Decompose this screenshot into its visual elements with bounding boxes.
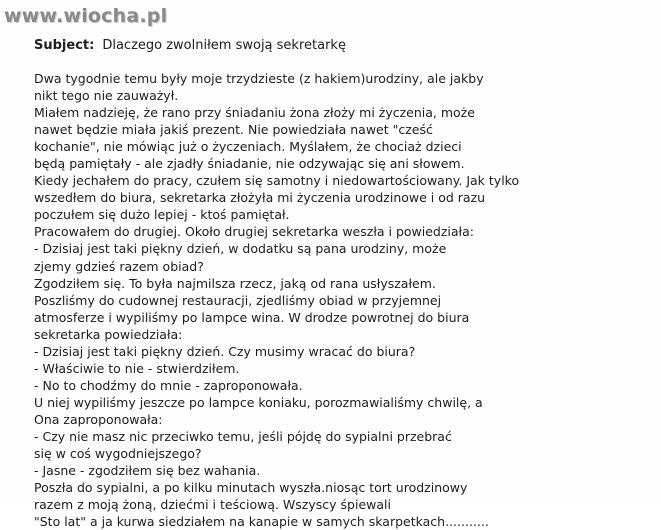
letter-line: nikt tego nie zauważył.: [34, 88, 179, 104]
letter-line: Ona zaproponowała:: [34, 411, 163, 427]
letter-line: atmosferze i wypiliśmy po lampce wina. W drodze powrotnej do biura: [34, 309, 470, 325]
letter-line: Zgodziłem się. To była najmilsza rzecz, jaką od rana usłyszałem.: [34, 275, 436, 291]
letter-line: - Dzisiaj jest taki piękny dzień. Czy musimy wracać do biura?: [34, 343, 416, 359]
letter-line: Dwa tygodnie temu były moje trzydzieste (z hakiem)urodziny, ale jakby: [34, 71, 484, 86]
letter-line: będą pamiętały - ale zjadły śniadanie, nie odzywając się ani słowem.: [34, 156, 465, 172]
letter-line: Kiedy jechałem do pracy, czułem się samotny i niedowartościowany. Jak tylko: [34, 173, 520, 189]
letter-line: "Sto lat" a ja kurwa siedziałem na kanapie w samych skarpetkach...........: [34, 514, 489, 530]
letter-line: zjemy gdzieś razem obiad?: [34, 258, 204, 274]
letter-line: Miałem nadzieję, że rano przy śniadaniu żona złoży mi życzenia, może: [34, 105, 475, 121]
subject-label: Subject:: [34, 38, 95, 53]
letter-line: nawet będzie miała jakiś prezent. Nie powiedziała nawet "cześć: [34, 122, 433, 138]
letter-line: się w coś wygodniejszego?: [34, 446, 202, 462]
letter-line: - Dzisiaj jest taki piękny dzień, w dodatku są pana urodziny, może: [34, 241, 447, 257]
letter-line: - Właściwie to nie - stwierdziłem.: [34, 360, 240, 376]
letter-line: wszedłem do biura, sekretarka złożyła mi życzenia urodzinowe i od razu: [34, 190, 486, 206]
letter-line: Poszliśmy do cudownej restauracji, zjedliśmy obiad w przyjemnej: [34, 292, 442, 308]
letter-line: sekretarka powiedziała:: [34, 326, 183, 342]
letter-line: poczułem się dużo lepiej - ktoś pamiętał.: [34, 207, 290, 223]
letter-line: - Jasne - zgodziłem się bez wahania.: [34, 463, 261, 479]
letter-body: [34, 70, 634, 530]
letter-line: - Czy nie masz nic przeciwko temu, jeśli pójdę do sypialni przebrać: [34, 428, 452, 444]
watermark-logo: www.wiocha.pl: [4, 5, 168, 27]
email-subject: [34, 38, 346, 53]
letter-line: - No to chodźmy do mnie - zaproponowała.: [34, 377, 303, 393]
letter-line: razem z moją żoną, dziećmi i teściową. Wszyscy śpiewali: [34, 497, 391, 513]
letter-line: Pracowałem do drugiej. Około drugiej sekretarka weszła i powiedziała:: [34, 224, 474, 240]
letter-line: U niej wypiliśmy jeszcze po lampce koniaku, porozmawialiśmy chwilę, a: [34, 394, 483, 410]
subject-text: Dlaczego zwolniłem swoją sekretarkę: [102, 38, 346, 53]
letter-line: kochanie", nie mówiąc już o życzeniach. Myślałem, że chociaż dzieci: [34, 139, 462, 155]
letter-line: Poszła do sypialni, a po kilku minutach wyszła.niosąc tort urodzinowy: [34, 480, 468, 496]
